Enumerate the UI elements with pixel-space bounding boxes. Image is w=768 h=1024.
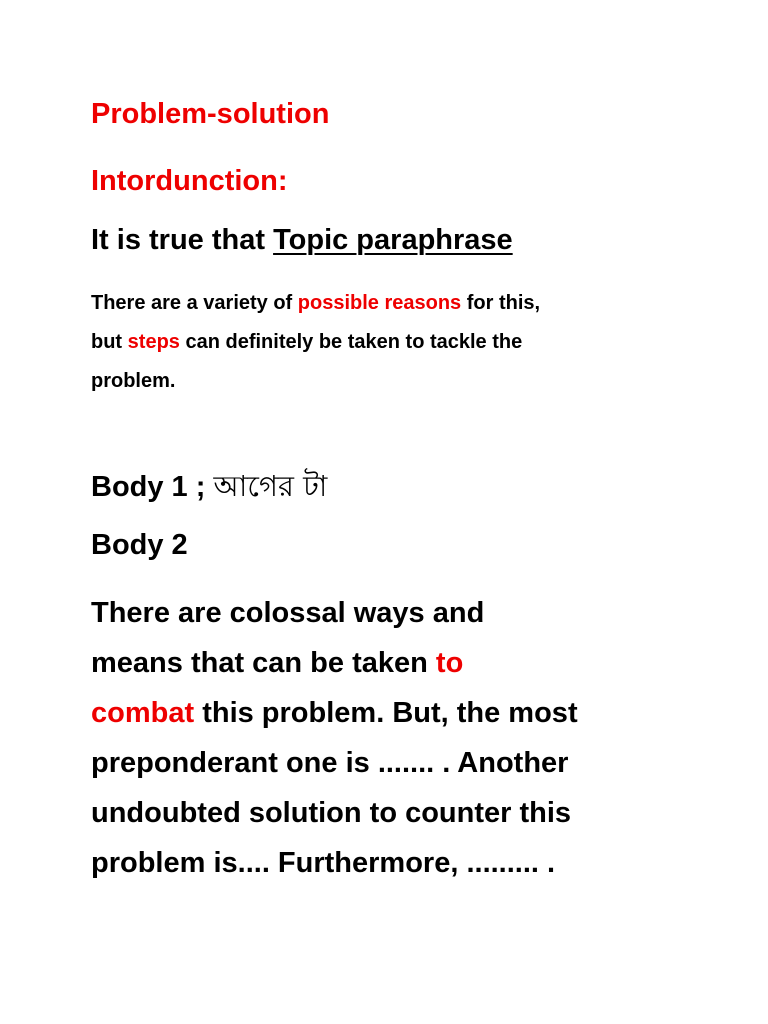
highlight-combat: combat <box>91 697 195 729</box>
body2-heading: Body 2 <box>91 529 188 561</box>
body2-line: problem is.... Furthermore, ......... . <box>91 847 556 879</box>
highlight-steps: steps <box>127 331 180 353</box>
body2-line: preponderant one is ....... . Another <box>91 747 569 779</box>
body1-heading <box>91 464 327 513</box>
body1-bengali-note: আগের টা <box>213 469 328 503</box>
document-heading: Problem-solution <box>91 98 330 130</box>
intro-paragraph-text: but <box>91 331 128 353</box>
intro-paragraph-text: There are a variety of <box>91 292 298 314</box>
body2-line: undoubted solution to counter this <box>91 797 572 829</box>
introduction-heading: Intordunction: <box>91 165 288 197</box>
body2-text: means that can be taken <box>91 647 436 679</box>
body2-paragraph <box>91 588 731 888</box>
highlight-to: to <box>435 647 464 679</box>
body2-text: this problem. But, the most <box>194 697 578 729</box>
body2-line <box>91 688 731 738</box>
body2-line <box>91 638 731 688</box>
intro-paragraph-text: can definitely be taken to tackle the <box>179 331 523 353</box>
intro-line-prefix: It is true that <box>91 224 274 256</box>
intro-paragraph <box>91 284 691 401</box>
intro-paragraph-text: for this, <box>461 292 541 314</box>
intro-line <box>91 224 513 257</box>
intro-paragraph-text: problem. <box>91 370 176 392</box>
body1-label: Body 1 ; <box>91 471 214 503</box>
topic-paraphrase-underlined: Topic paraphrase <box>273 224 513 256</box>
body2-line: There are colossal ways and <box>91 597 485 629</box>
highlight-possible-reasons: possible reasons <box>297 292 462 314</box>
